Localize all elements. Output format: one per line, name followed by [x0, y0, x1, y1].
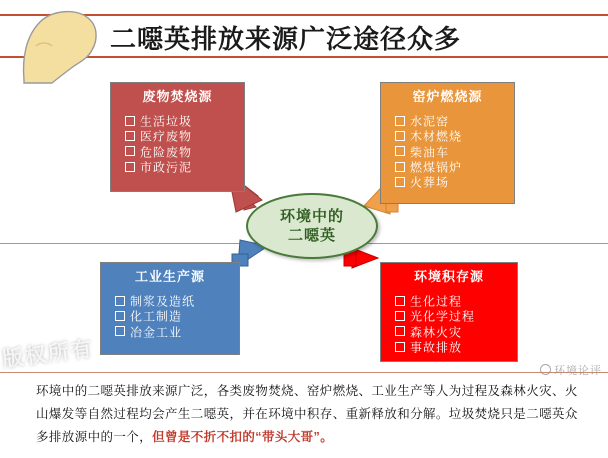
checkbox-bullet-icon	[125, 131, 135, 141]
source-box-industry-title: 工业生产源	[101, 263, 239, 288]
head-silhouette-icon	[18, 6, 104, 84]
checkbox-bullet-icon	[395, 342, 405, 352]
checkbox-bullet-icon	[395, 296, 405, 306]
list-item: 柴油车	[395, 145, 514, 160]
checkbox-bullet-icon	[125, 162, 135, 172]
checkbox-bullet-icon	[125, 146, 135, 156]
checkbox-bullet-icon	[115, 296, 125, 306]
source-box-environment-items	[381, 288, 517, 361]
watermark-dot-icon	[540, 364, 551, 375]
checkbox-bullet-icon	[395, 311, 405, 321]
list-item: 燃煤锅炉	[395, 160, 514, 175]
source-box-waste-items	[111, 108, 244, 181]
caption-text	[36, 380, 581, 449]
checkbox-bullet-icon	[395, 162, 405, 172]
caption-highlight: 但曾是不折不扣的“带头大哥”。	[152, 430, 334, 444]
list-item: 市政污泥	[125, 160, 244, 175]
source-box-kiln-items	[381, 108, 514, 197]
center-node-line2: 二噁英	[287, 227, 336, 244]
watermark-source-label: 环境论评	[554, 365, 602, 377]
list-item: 生化过程	[395, 294, 517, 309]
page-title: 二噁英排放来源广泛途径众多	[110, 24, 462, 54]
checkbox-bullet-icon	[395, 177, 405, 187]
list-item: 医疗废物	[125, 129, 244, 144]
list-item: 化工制造	[115, 309, 239, 324]
watermark-source	[540, 362, 602, 378]
checkbox-bullet-icon	[395, 146, 405, 156]
caption-part1: 环境中的二噁英排放来源广泛，各类废物焚烧、窑炉燃烧、工业生产等人为过程及森林火灾、火山爆发等自然过程均会产生二噁英，并在环境中积存、重新释放和分解。垃圾焚烧只是二噁英众多排放源中的一个，	[36, 384, 578, 444]
list-item: 火葬场	[395, 175, 514, 190]
list-item: 危险废物	[125, 145, 244, 160]
source-box-kiln	[380, 82, 515, 204]
list-item: 制浆及造纸	[115, 294, 239, 309]
checkbox-bullet-icon	[115, 311, 125, 321]
list-item: 光化学过程	[395, 309, 517, 324]
list-item: 事故排放	[395, 340, 517, 355]
list-item: 森林火灾	[395, 325, 517, 340]
list-item: 冶金工业	[115, 325, 239, 340]
list-item: 水泥窑	[395, 114, 514, 129]
center-node-line1: 环境中的	[279, 208, 344, 225]
source-box-industry	[100, 262, 240, 355]
source-box-waste	[110, 82, 245, 192]
list-item: 生活垃圾	[125, 114, 244, 129]
list-item: 木材燃烧	[395, 129, 514, 144]
source-box-waste-title: 废物焚烧源	[111, 83, 244, 108]
checkbox-bullet-icon	[125, 116, 135, 126]
center-node-dioxin	[246, 193, 378, 259]
source-box-kiln-title: 窑炉燃烧源	[381, 83, 514, 108]
watermark-copyright: 版权所有	[1, 337, 96, 372]
source-box-environment	[380, 262, 518, 362]
checkbox-bullet-icon	[395, 326, 405, 336]
source-box-industry-items	[101, 288, 239, 346]
checkbox-bullet-icon	[115, 326, 125, 336]
source-box-environment-title: 环境积存源	[381, 263, 517, 288]
checkbox-bullet-icon	[395, 131, 405, 141]
bottom-divider	[0, 372, 608, 373]
checkbox-bullet-icon	[395, 116, 405, 126]
